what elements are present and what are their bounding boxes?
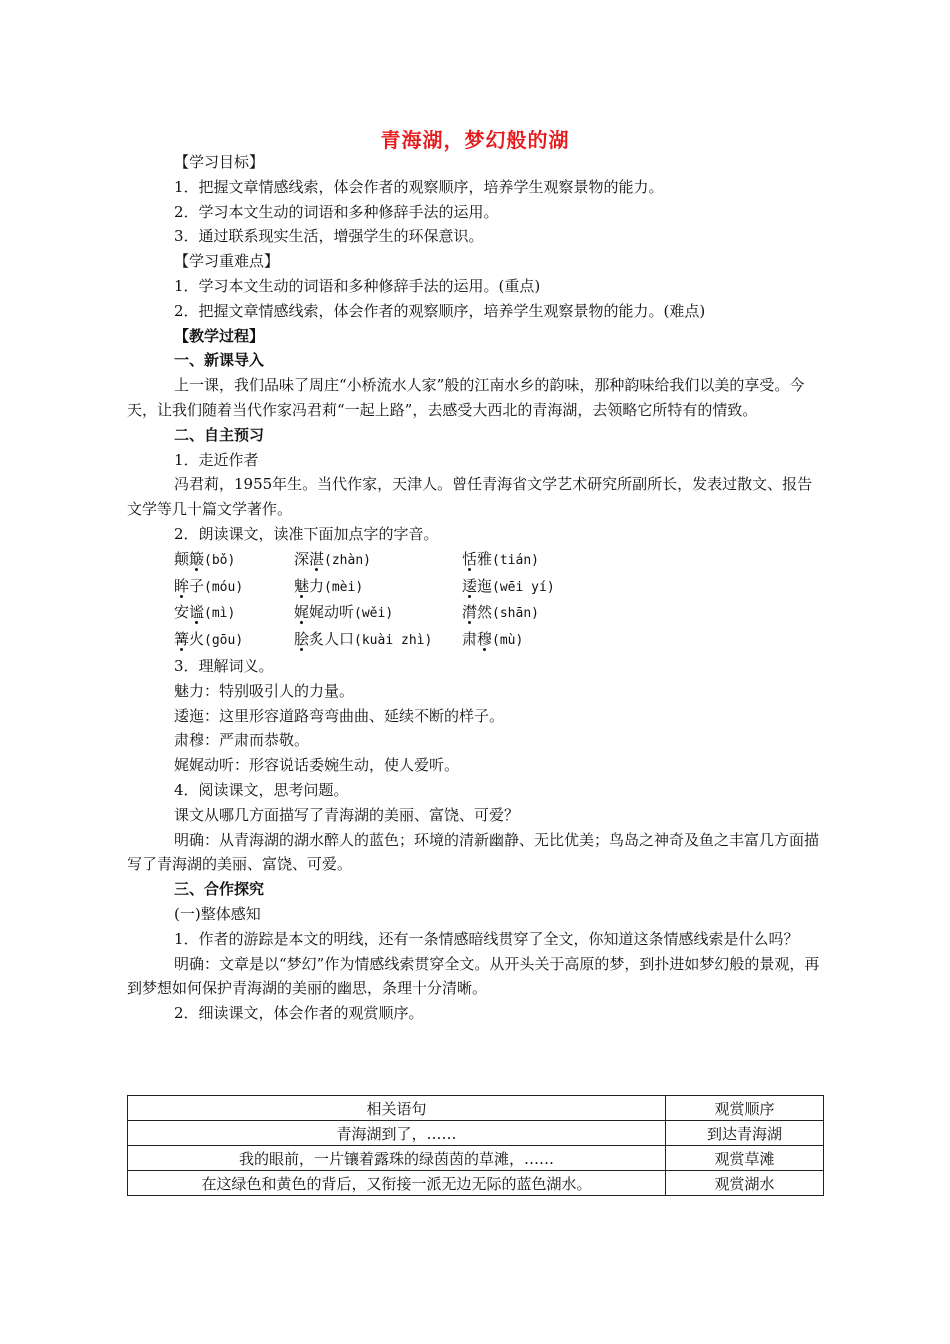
definition: 肃穆：严肃而恭敬。 <box>174 731 310 750</box>
key-point-item: 2．把握文章情感线索，体会作者的观察顺序，培养学生观察景物的能力。(难点) <box>174 301 706 320</box>
sub-heading: 2．朗读课文，读准下面加点字的字音。 <box>174 524 439 543</box>
section-heading: 三、合作探究 <box>174 880 265 899</box>
key-point-item: 1．学习本文生动的词语和多种修辞手法的运用。(重点) <box>174 276 541 295</box>
author-paragraph: 冯君莉，1955年生。当代作家，天津人。曾任青海省文学艺术研究所副所长，发表过散文、报告文学等几十篇文学著作。 <box>127 475 813 519</box>
process-heading: 【教学过程】 <box>174 326 265 345</box>
pinyin-entry: 安谧(mì) <box>174 603 236 622</box>
table-row <box>128 1121 824 1146</box>
pinyin-entry: 恬雅(tián) <box>462 549 539 568</box>
question: 课文从哪几方面描写了青海湖的美丽、富饶、可爱？ <box>174 805 520 824</box>
intro-paragraph: 上一课，我们品味了周庄“小桥流水人家”般的江南水乡的韵味，那种韵味给我们以美的享受。今天，让我们随着当代作家冯君莉“一起上路”，去感受大西北的青海湖，去领略它所特有的情致。 <box>127 376 805 419</box>
viewing-order-table <box>127 1095 824 1196</box>
goals-heading: 【学习目标】 <box>174 153 265 171</box>
definition: 魅力：特别吸引人的力量。 <box>174 681 355 700</box>
table-row <box>128 1171 824 1196</box>
pinyin-entry: 娓娓动听(wěi) <box>294 603 394 622</box>
pinyin-entry: 脍炙人口(kuài zhì) <box>294 630 433 649</box>
pinyin-entry: 深湛(zhàn) <box>294 549 371 568</box>
table-header: 观赏顺序 <box>666 1096 824 1121</box>
goal-item: 3．通过联系现实生活，增强学生的环保意识。 <box>174 227 484 246</box>
pinyin-entry: 颠簸(bǒ) <box>174 549 236 568</box>
table-cell: 青海湖到了，…… <box>128 1121 666 1146</box>
definition: 娓娓动听：形容说话委婉生动，使人爱听。 <box>174 756 460 775</box>
pinyin-entry: 逶迤(wēi yí) <box>462 576 555 595</box>
sub-heading: 1．走近作者 <box>174 450 259 469</box>
question: 1．作者的游踪是本文的明线，还有一条情感暗线贯穿了全文，你知道这条情感线索是什么吗？ <box>174 929 799 948</box>
key-points-heading: 【学习重难点】 <box>174 252 280 271</box>
answer: 明确：文章是以“梦幻”作为情感线索贯穿全文。从开头关于高原的梦，到扑进如梦幻般的景观，再到梦想如何保护青海湖的美丽的幽思，条理十分清晰。 <box>127 954 820 998</box>
table-cell: 观赏草滩 <box>666 1146 824 1171</box>
table-cell: 观赏湖水 <box>666 1171 824 1196</box>
pinyin-list <box>127 547 823 654</box>
goal-item: 1．把握文章情感线索，体会作者的观察顺序，培养学生观察景物的能力。 <box>174 177 664 196</box>
question: 2．细读课文，体会作者的观赏顺序。 <box>174 1004 424 1023</box>
pinyin-entry: 肃穆(mù) <box>462 630 524 649</box>
section-heading: 一、新课导入 <box>174 351 265 370</box>
pinyin-entry: 眸子(móu) <box>174 576 244 595</box>
goal-item: 2．学习本文生动的词语和多种修辞手法的运用。 <box>174 202 499 221</box>
pinyin-entry: 潸然(shān) <box>462 603 539 622</box>
table-row <box>128 1146 824 1171</box>
table-cell: 到达青海湖 <box>666 1121 824 1146</box>
pinyin-entry: 篝火(gōu) <box>174 630 244 649</box>
table-header: 相关语句 <box>128 1096 666 1121</box>
section-heading: 二、自主预习 <box>174 425 265 444</box>
table-header-row <box>128 1096 824 1121</box>
document-body <box>127 150 823 1026</box>
sub-heading: 3．理解词义。 <box>174 656 274 675</box>
sub-heading: 4．阅读课文，思考问题。 <box>174 780 349 799</box>
answer: 明确：从青海湖的湖水醉人的蓝色；环境的清新幽静、无比优美；鸟岛之神奇及鱼之丰富几方面描写了青海湖的美丽、富饶、可爱。 <box>127 830 820 874</box>
table-cell: 我的眼前，一片镶着露珠的绿茵茵的草滩，…… <box>128 1146 666 1171</box>
definition: 逶迤：这里形容道路弯弯曲曲、延续不断的样子。 <box>174 706 505 725</box>
sub-heading: (一)整体感知 <box>174 904 261 923</box>
table-cell: 在这绿色和黄色的背后，又衔接一派无边无际的蓝色湖水。 <box>128 1171 666 1196</box>
document-title: 青海湖，梦幻般的湖 <box>380 128 570 152</box>
pinyin-entry: 魅力(mèi) <box>294 576 364 595</box>
